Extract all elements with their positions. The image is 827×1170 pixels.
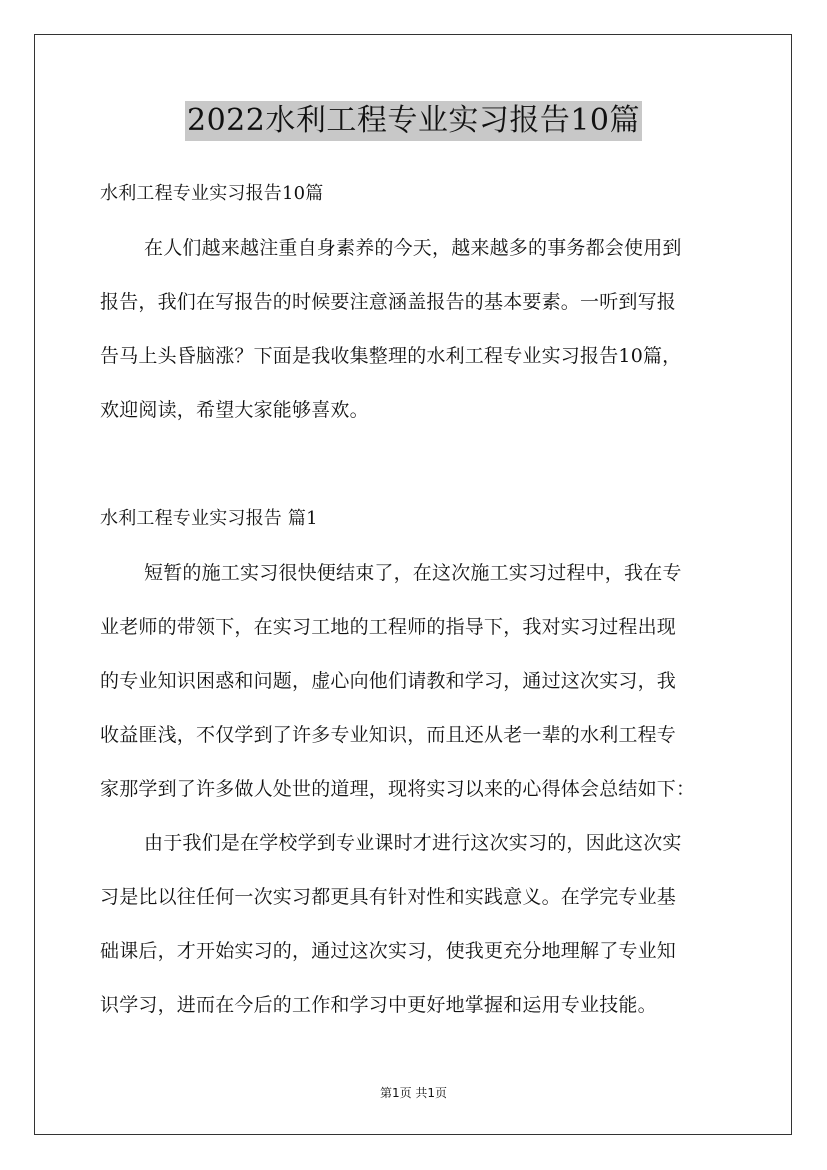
title-container bbox=[0, 101, 827, 141]
paragraph-line: 础课后，才开始实习的，通过这次实习，使我更充分地理解了专业知 bbox=[100, 940, 677, 962]
document-title: 2022水利工程专业实习报告10篇 bbox=[185, 101, 642, 141]
paragraph-line: 识学习，进而在今后的工作和学习中更好地掌握和运用专业技能。 bbox=[100, 994, 657, 1016]
page-footer: 第1页 共1页 bbox=[379, 1086, 448, 1100]
paragraph-line: 由于我们是在学校学到专业课时才进行这次实习的，因此这次实 bbox=[144, 832, 682, 854]
intro-line: 欢迎阅读，希望大家能够喜欢。 bbox=[100, 399, 369, 421]
intro-line: 报告，我们在写报告的时候要注意涵盖报告的基本要素。一听到写报 bbox=[100, 291, 677, 313]
paragraph-line: 业老师的带领下，在实习工地的工程师的指导下，我对实习过程出现 bbox=[100, 616, 677, 638]
document-subtitle: 水利工程专业实习报告10篇 bbox=[100, 183, 324, 204]
paragraph-line: 家那学到了许多做人处世的道理，现将实习以来的心得体会总结如下： bbox=[100, 778, 696, 800]
paragraph-line: 的专业知识困惑和问题，虚心向他们请教和学习，通过这次实习，我 bbox=[100, 670, 677, 692]
section-heading: 水利工程专业实习报告 篇1 bbox=[100, 508, 318, 529]
paragraph-line: 习是比以往任何一次实习都更具有针对性和实践意义。在学完专业基 bbox=[100, 886, 677, 908]
paragraph-line: 收益匪浅，不仅学到了许多专业知识，而且还从老一辈的水利工程专 bbox=[100, 724, 677, 746]
intro-line: 告马上头昏脑涨？下面是我收集整理的水利工程专业实习报告10篇， bbox=[100, 345, 682, 367]
paragraph-line: 短暂的施工实习很快便结束了，在这次施工实习过程中，我在专 bbox=[144, 562, 682, 584]
intro-line: 在人们越来越注重自身素养的今天，越来越多的事务都会使用到 bbox=[144, 237, 682, 259]
